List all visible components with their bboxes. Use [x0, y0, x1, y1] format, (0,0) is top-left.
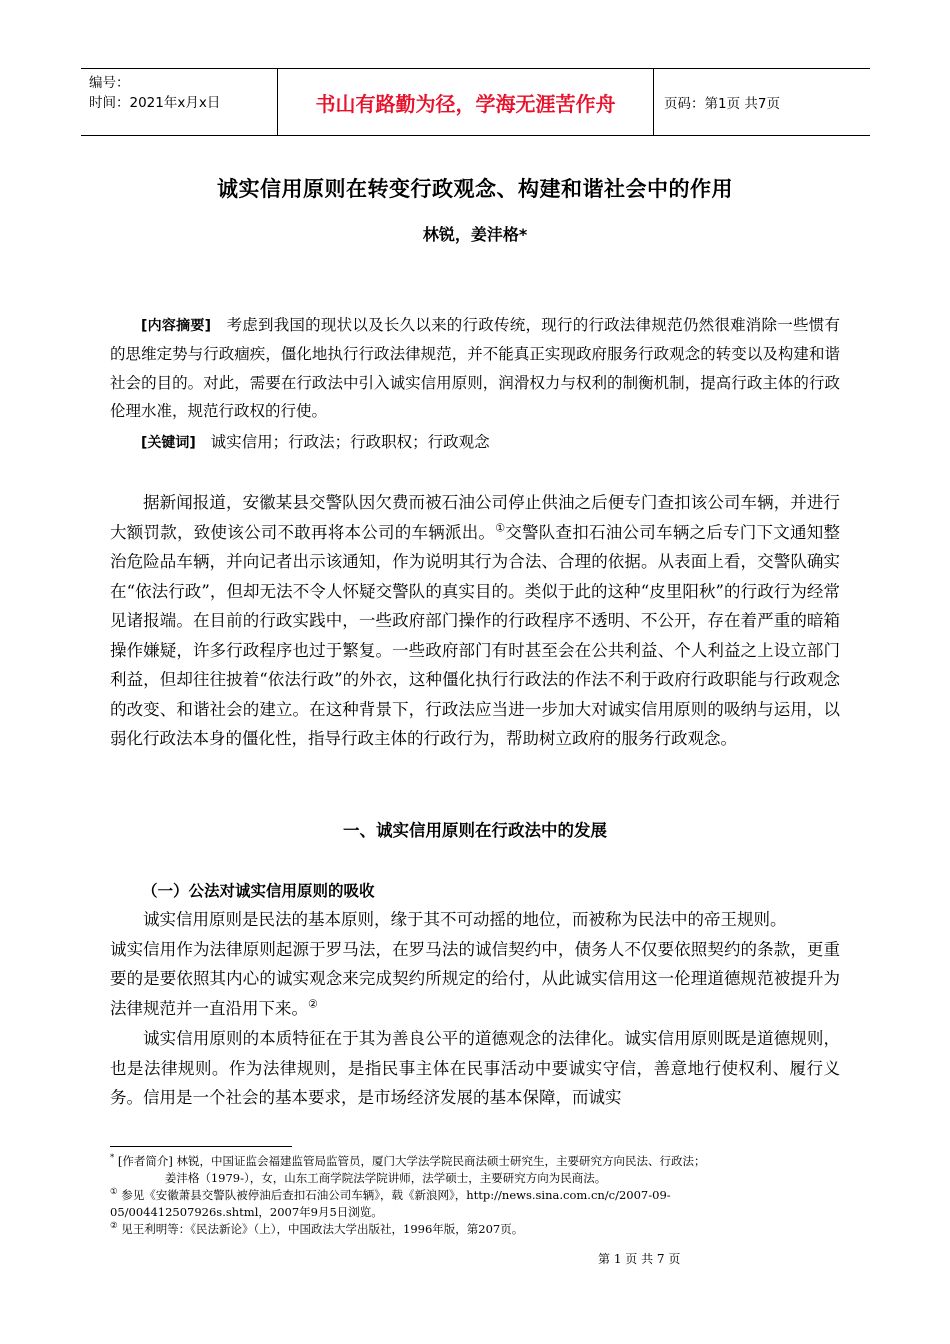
page-footer: 第 1 页 共 7 页 [598, 1252, 681, 1266]
footnote-1 [110, 1187, 845, 1221]
abstract-text: 考虑到我国的现状以及长久以来的行政传统，现行的行政法律规范仍然很难消除一些惯有的思维定势与行政痼疾，僵化地执行行政法律规范，并不能真正实现政府服务行政观念的转变以及构建和谐社会的目的。对此，需要在行政法中引入诚实信用原则，润滑权力与权利的制衡机制，提高行政主体的行政伦理水准，规范行政权的行使。 [110, 316, 840, 421]
keywords-label: [关键词] [141, 435, 196, 451]
header-time: 时间：2021年x月x日 [89, 95, 221, 111]
paper-authors: 林锐，姜沣格* [422, 225, 528, 244]
footnote-star-mark: * [110, 1153, 115, 1164]
header-page-code: 页码：第1页 共7页 [664, 96, 780, 112]
abstract-label: [内容摘要] [141, 318, 211, 334]
footnote-2 [110, 1221, 845, 1238]
intro-text-2: 交警队查扣石油公司车辆之后专门下文通知整治危险品车辆，并向记者出示该通知，作为说明其行为合法、合理的依据。从表面上看，交警队确实在“依法行政”，但却无法不令人怀疑交警队的真实目的。类似于此的这种“皮里阳秋”的行政行为经常见诸报端。在目前的行政实践中，一些政府部门操作的行政程序不透明、不公开，存在着严重的暗箱操作嫌疑，许多行政程序也过于繁复。一些政府部门有时甚至会在公共利益、个人利益之上设立部门利益，但却往往披着“依法行政”的外衣，这种僵化执行行政法的作法不利于政府行政职能与行政观念的改变、和谐社会的建立。在这种背景下，行政法应当进一步加大对诚实信用原则的吸纳与运用，以弱化行政法本身的僵化性，指导行政主体的行政行为，帮助树立政府的服务行政观念。 [110, 522, 840, 748]
footnote-1-mark: ① [110, 1187, 118, 1198]
footnote-ref-2[interactable]: ② [308, 997, 318, 1010]
footnote-author [110, 1153, 845, 1187]
footnote-divider [110, 1146, 292, 1147]
paper-title: 诚实信用原则在转变行政观念、构建和谐社会中的作用 [217, 177, 733, 201]
section-p1-line1: 诚实信用原则是民法的基本原则，缘于其不可动摇的地位，而被称为民法中的帝王规则。 [143, 910, 787, 929]
section-p1-rest: 诚实信用作为法律原则起源于罗马法，在罗马法的诚信契约中，债务人不仅要依照契约的条款，更重要的是要依照其内心的诚实观念来完成契约所规定的给付，从此诚实信用这一伦理道德规范被提升为法律规范并一直沿用下来。 [110, 939, 840, 1018]
footnote-1-text: 参见《安徽萧县交警队被停油后查扣石油公司车辆》，载《新浪网》，http://news.sina.com.cn/c/2007-09- [121, 1188, 671, 1202]
header-serial: 编号： [89, 75, 130, 91]
keywords [110, 428, 840, 457]
section-heading: 一、诚实信用原则在行政法中的发展 [343, 821, 607, 840]
intro-text-1: 据新闻报道，安徽某县交警队因欠费而被石油公司停止供油之后便专门查扣该公司车辆，并进行大额罚款，致使该公司不敢再将本公司的车辆派出。 [110, 493, 840, 542]
keywords-text: 诚实信用；行政法；行政职权；行政观念 [210, 433, 490, 451]
section-paragraph-2: 诚实信用原则的本质特征在于其为善良公平的道德观念的法律化。诚实信用原则既是道德规则，也是法律规则。作为法律规则，是指民事主体在民事活动中要诚实守信，善意地行使权利、履行义务。信用是一个社会的基本要求，是市场经济发展的基本保障，而诚实 [110, 1029, 840, 1107]
footnote-author-text: [作者简介] 林锐，中国证监会福建监管局监管员，厦门大学法学院民商法硕士研究生，主要研究方向民法、行政法； [117, 1154, 706, 1168]
document-header [81, 68, 870, 136]
footnote-1-text-cont: 05/004412507926s.shtml，2007年9月5日浏览。 [110, 1205, 383, 1219]
header-motto: 书山有路勤为径，学海无涯苦作舟 [278, 69, 654, 135]
footnote-ref-1[interactable]: ① [495, 521, 506, 534]
footnote-2-mark: ② [110, 1221, 118, 1232]
subsection-heading: （一）公法对诚实信用原则的吸收 [142, 882, 375, 900]
header-meta [81, 69, 278, 135]
intro-paragraph [110, 488, 840, 754]
section-paragraph-1 [110, 905, 840, 1023]
abstract [110, 311, 840, 426]
footnote-2-text: 见王利明等：《民法新论》（上），中国政法大学出版社，1996年版，第207页。 [121, 1222, 524, 1236]
footnote-author-text-cont: 姜沣格（1979-），女，山东工商学院法学院讲师，法学硕士，主要研究方向为民商法。 [164, 1171, 607, 1185]
